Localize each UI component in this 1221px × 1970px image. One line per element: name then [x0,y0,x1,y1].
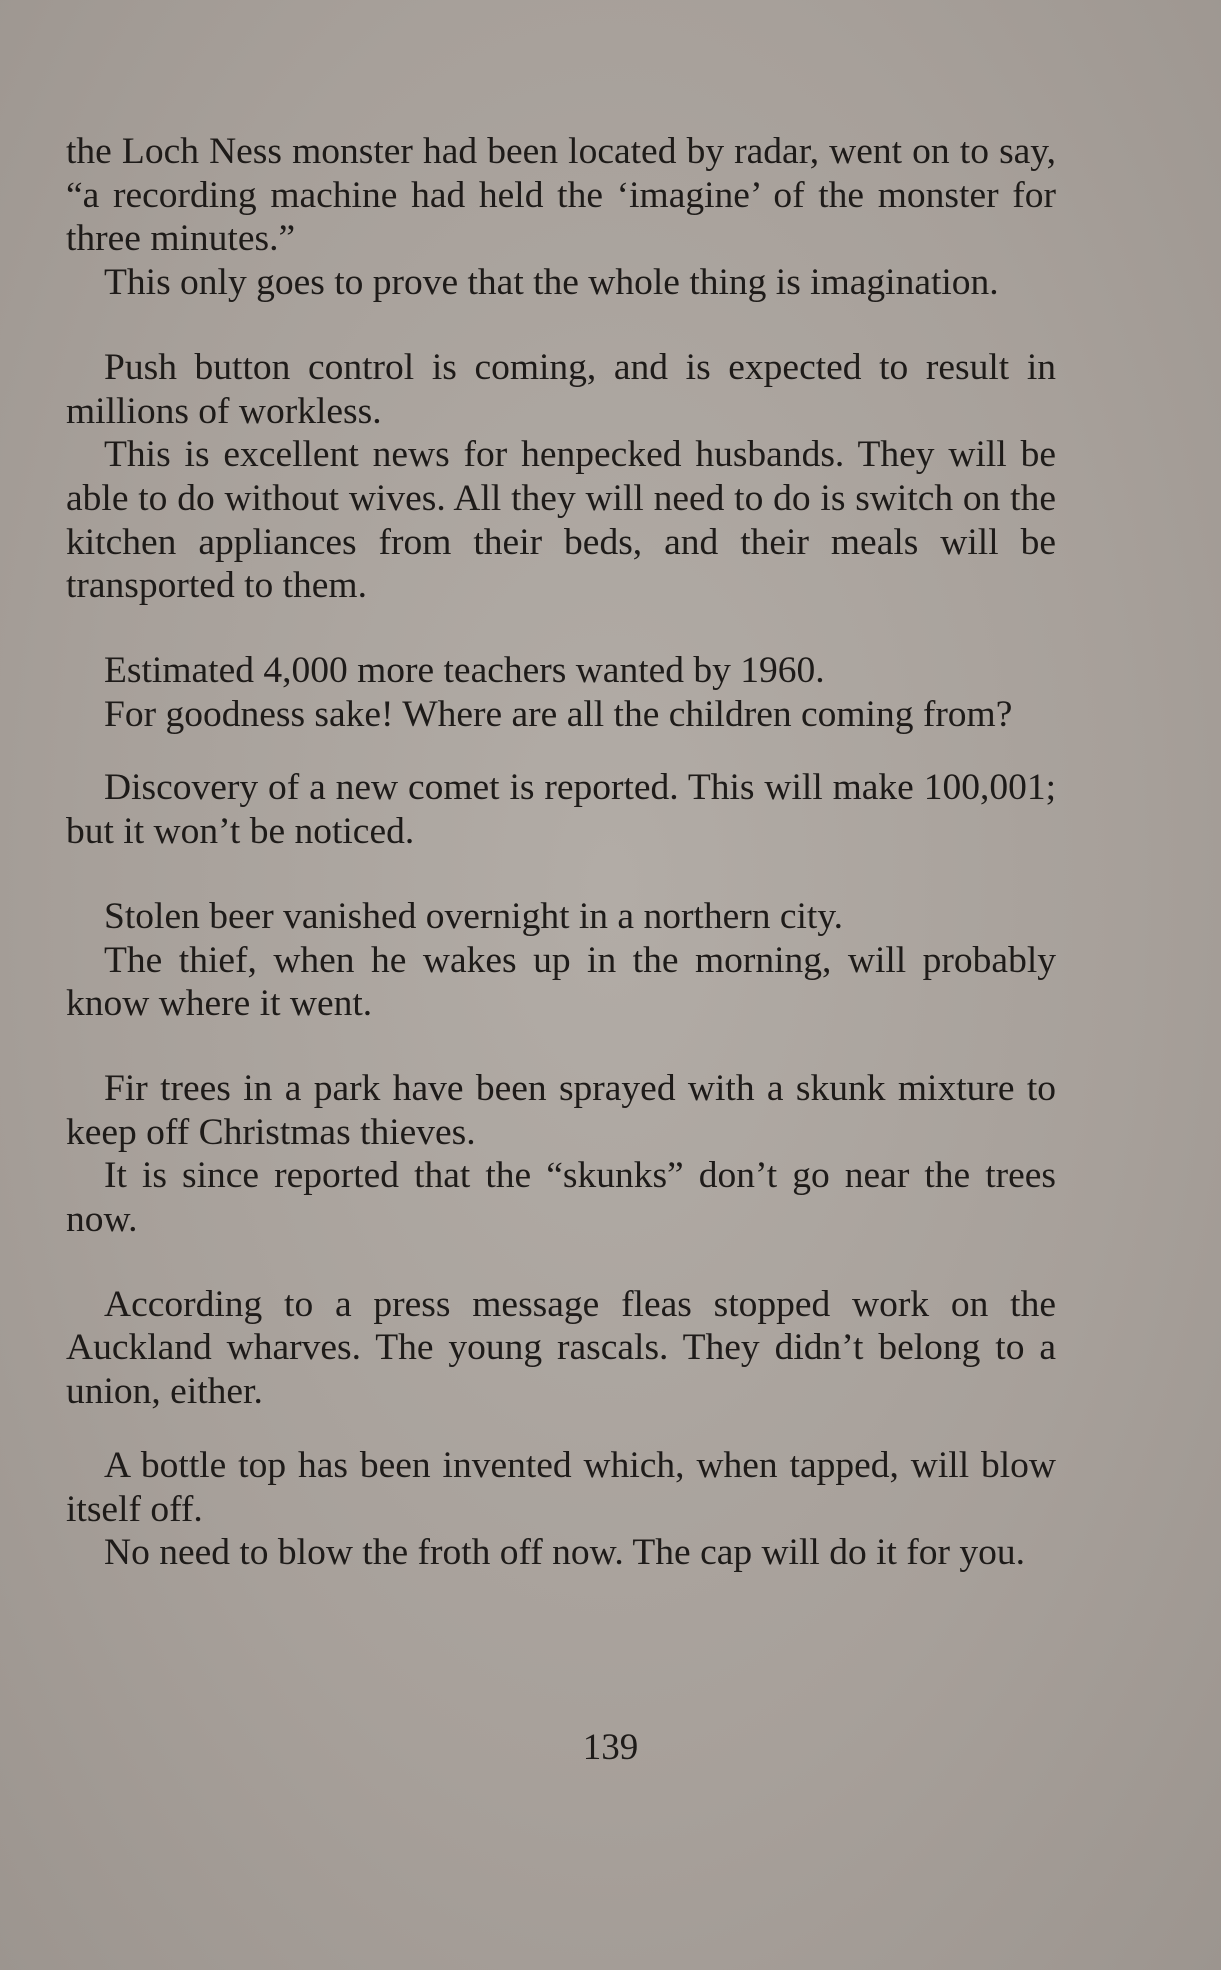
paragraph: A bottle top has been invented which, when tapped, will blow itself off. [66,1444,1056,1530]
paragraph: Discovery of a new comet is reported. This will make 100,001; but it won’t be noticed. [66,767,1056,853]
page-body [66,130,1056,1575]
paragraph-break [66,608,1056,649]
paragraph-break [66,736,1056,766]
paragraph-break [66,854,1056,895]
paragraph: Fir trees in a park have been sprayed with a skunk mixture to keep off Christmas thieves. [66,1067,1056,1153]
paragraph-break [66,1414,1056,1444]
paragraph: Estimated 4,000 more teachers wanted by 1960. [104,650,825,692]
paragraph: The thief, when he wakes up in the morning, will probably know where it went. [66,939,1056,1025]
paragraph: Push button control is coming, and is expected to result in millions of workless. [66,346,1056,432]
paragraph: According to a press message fleas stopped work on the Auckland wharves. The young rascals. They didn’t belong to a union, either. [66,1283,1056,1413]
paragraph: the Loch Ness monster had been located by radar, went on to say, “a recording machine had held the ‘imagine’ of the monster for three minutes.” [66,131,1056,260]
page-number: 139 [582,1727,639,1768]
paragraph: This only goes to prove that the whole thing is imagination. [104,262,999,304]
paragraph: For goodness sake! Where are all the children coming from? [104,693,1013,735]
paragraph: No need to blow the froth off now. The cap will do it for you. [104,1532,1026,1574]
paragraph: It is since reported that the “skunks” don’t go near the trees now. [66,1155,1056,1241]
paragraph-break [66,1026,1056,1067]
paragraph-break [66,305,1056,346]
paragraph: Stolen beer vanished overnight in a northern city. [104,895,844,937]
paragraph-break [66,1242,1056,1283]
paragraph: This is excellent news for henpecked husbands. They will be able to do without wives. All they will need to do is switch on the kitchen appliances from their beds, and their meals will be transported to them. [66,434,1056,607]
